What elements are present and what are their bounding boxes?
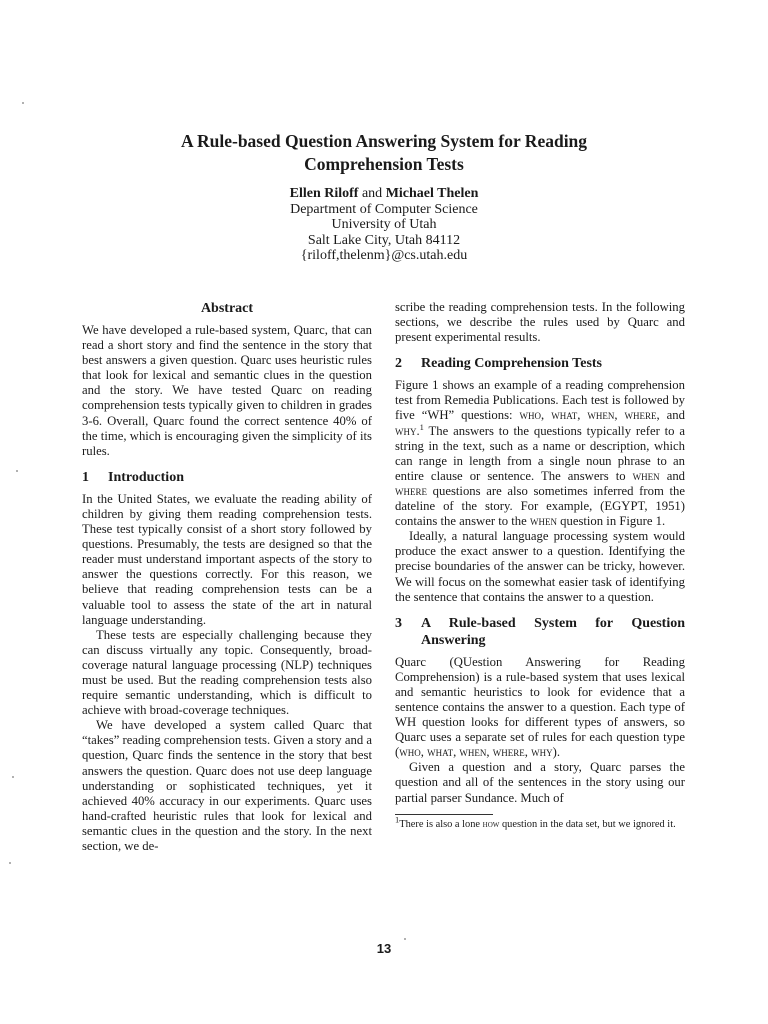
page-number: 13 — [376, 941, 392, 956]
paragraph: Figure 1 shows an example of a reading comprehension test from Remedia Publications. Each test is followed by five “WH” questions: who, what, when, where, and why.$^1$ The answers to the questions typically refer to a string in the text, such as a name or description, which can range in length from a single noun phrase to an entire clause or sentence. The answers to when and where questions are also sometimes inferred from the dateline of the story. For example, (EGYPT, 1951) contains the answer to the when question in Figure 1. — [395, 378, 686, 529]
paragraph: Quarc (QUestion Answering for Reading Comprehension) is a rule-based system that uses lexical and semantic heuristics to look for evidence that a sentence contains the answer to a question. Each type of WH question looks for different types of answers, so Quarc uses a separate set of rules for each question type (who, what, when, where, why). — [395, 654, 685, 760]
paragraph: Given a question and a story, Quarc parses the question and all of the sentences in the story using our partial parser Sundance. Much of — [395, 760, 685, 805]
section-number: 3 — [395, 615, 402, 631]
paragraph: Ideally, a natural language processing system would produce the exact answer to a question. Identifying the precise boundaries of the answer can be tricky, however. We will focus on the somewhat easier task of identifying the sentence that contains the answer to a question. — [395, 529, 685, 604]
paragraph: In the United States, we evaluate the reading ability of children by giving them reading comprehension tests. These test typically consist of a short story followed by questions. Presumably, the tests are designed so that the reader must understand important aspects of the story to answer the questions correctly. For this reason, we believe that reading comprehension tests can be a valuable tool to assess the state of the art in natural language understanding. — [82, 491, 372, 627]
section-title: Reading Comprehension Tests — [421, 356, 603, 372]
scan-speck — [16, 470, 18, 472]
section-title: A Rule-based System for Question Answering — [421, 615, 685, 648]
section-3-heading — [395, 615, 685, 649]
footnote-marker: 1 — [395, 814, 400, 825]
abstract-text: We have developed a rule-based system, Quarc, that can read a short story and find the sentence in the story that best answers a given question. Quarc uses heuristic rules that look for lexical and semantic clues in the question and the story. We have tested Quarc on reading comprehension tests typically given to children in grades 3-6. Overall, Quarc found the correct sentence 40% of the time, which is encouraging given the simplicity of its rules. — [82, 323, 372, 458]
author-block — [120, 186, 648, 264]
author-names — [120, 186, 648, 202]
affiliation-dept: Department of Computer Science — [290, 201, 478, 217]
footnote — [395, 814, 685, 831]
author-conjunction: and — [361, 186, 383, 201]
paragraph: We have developed a system called Quarc that “takes” reading comprehension tests. Given a story and a question, Quarc finds the sentence in the story that best answers the question. Quarc does not use deep language understanding or sophisticated techniques, yet it achieved 40% accuracy in our experiments. Quarc uses hand-crafted heuristic rules that look for lexical and semantic clues in the question and the story. In the next section, we de- — [82, 718, 372, 853]
wh-word: when — [529, 514, 557, 529]
text-run: question in the data set, but we ignored it. — [499, 818, 676, 830]
text-run: and — [666, 468, 686, 483]
wh-word: who — [519, 408, 542, 423]
paragraph: These tests are especially challenging because they can discuss virtually any topic. Consequently, broad-coverage natural language processing (NLP) techniques must be used. But the reading comprehension tests also require semantic understanding, which is difficult to achieve with broad-coverage techniques. — [82, 627, 372, 718]
author-email: {riloff,thelenm}@cs.utah.edu — [300, 248, 468, 263]
section-number: 1 — [82, 469, 89, 485]
scan-speck — [12, 776, 14, 778]
affiliation-univ: University of Utah — [331, 217, 437, 232]
section-title: Introduction — [108, 469, 184, 485]
title-line-1: A Rule-based Question Answering System for Reading — [180, 131, 588, 151]
wh-word: when — [587, 408, 615, 423]
left-column — [82, 300, 372, 854]
wh-word: where — [492, 745, 525, 760]
text-run: and — [666, 408, 685, 423]
text-run: The answers to the questions typically refer to a string in the text, such as a name or description, which can range in length from a single noun phrase to an entire clause or sentence. The answers to — [395, 423, 685, 483]
author-2: Michael Thelen — [385, 186, 479, 201]
section-number: 2 — [395, 356, 402, 372]
scan-speck — [9, 862, 11, 864]
paragraph-continued: scribe the reading comprehension tests. In the following sections, we describe the rules used by Quarc and present experimental results. — [395, 300, 685, 345]
wh-word: why — [531, 745, 553, 760]
text-run: ). — [552, 745, 561, 760]
wh-word: when — [459, 745, 487, 760]
title-line-2: Comprehension Tests — [304, 154, 464, 174]
right-column — [395, 300, 685, 831]
abstract-heading: Abstract — [200, 301, 254, 316]
section-2-heading — [395, 355, 685, 372]
wh-word: what — [551, 408, 578, 423]
text-run: Figure 1 shows an example of a reading comprehension test from Remedia Publications. Each test is followed by five “WH” questions: — [395, 378, 685, 423]
wh-word: where — [624, 408, 657, 423]
paper-title — [80, 130, 688, 176]
wh-word: where — [395, 483, 427, 498]
affiliation-city: Salt Lake City, Utah 84112 — [307, 232, 461, 248]
wh-word: why — [395, 423, 417, 438]
section-1-heading — [82, 469, 372, 486]
wh-word: what — [427, 745, 454, 760]
wh-word: when — [632, 468, 660, 483]
footnote-marker: 1 — [419, 421, 424, 432]
text-run: question in Figure 1. — [556, 514, 666, 529]
wh-word: how — [482, 818, 500, 830]
text-run: There is also a lone — [399, 818, 483, 830]
footnote-divider — [395, 814, 493, 815]
scan-speck — [404, 938, 406, 940]
text-run: Quarc (QUestion Answering for Reading Comprehension) is a rule-based system that uses lexical and semantic heuristics to look for evidence that a sentence contains the answer to a question. Each type of WH question looks for different types of answers, so Quarc uses a separate set of rules for each question type ( — [395, 654, 685, 760]
author-1: Ellen Riloff — [289, 186, 359, 201]
text-run: questions are also sometimes inferred from the dateline of the story. For example, (EGYPT, 1951) contains the answer to the — [395, 483, 685, 529]
wh-word: who — [399, 745, 421, 760]
scan-speck — [22, 102, 24, 104]
